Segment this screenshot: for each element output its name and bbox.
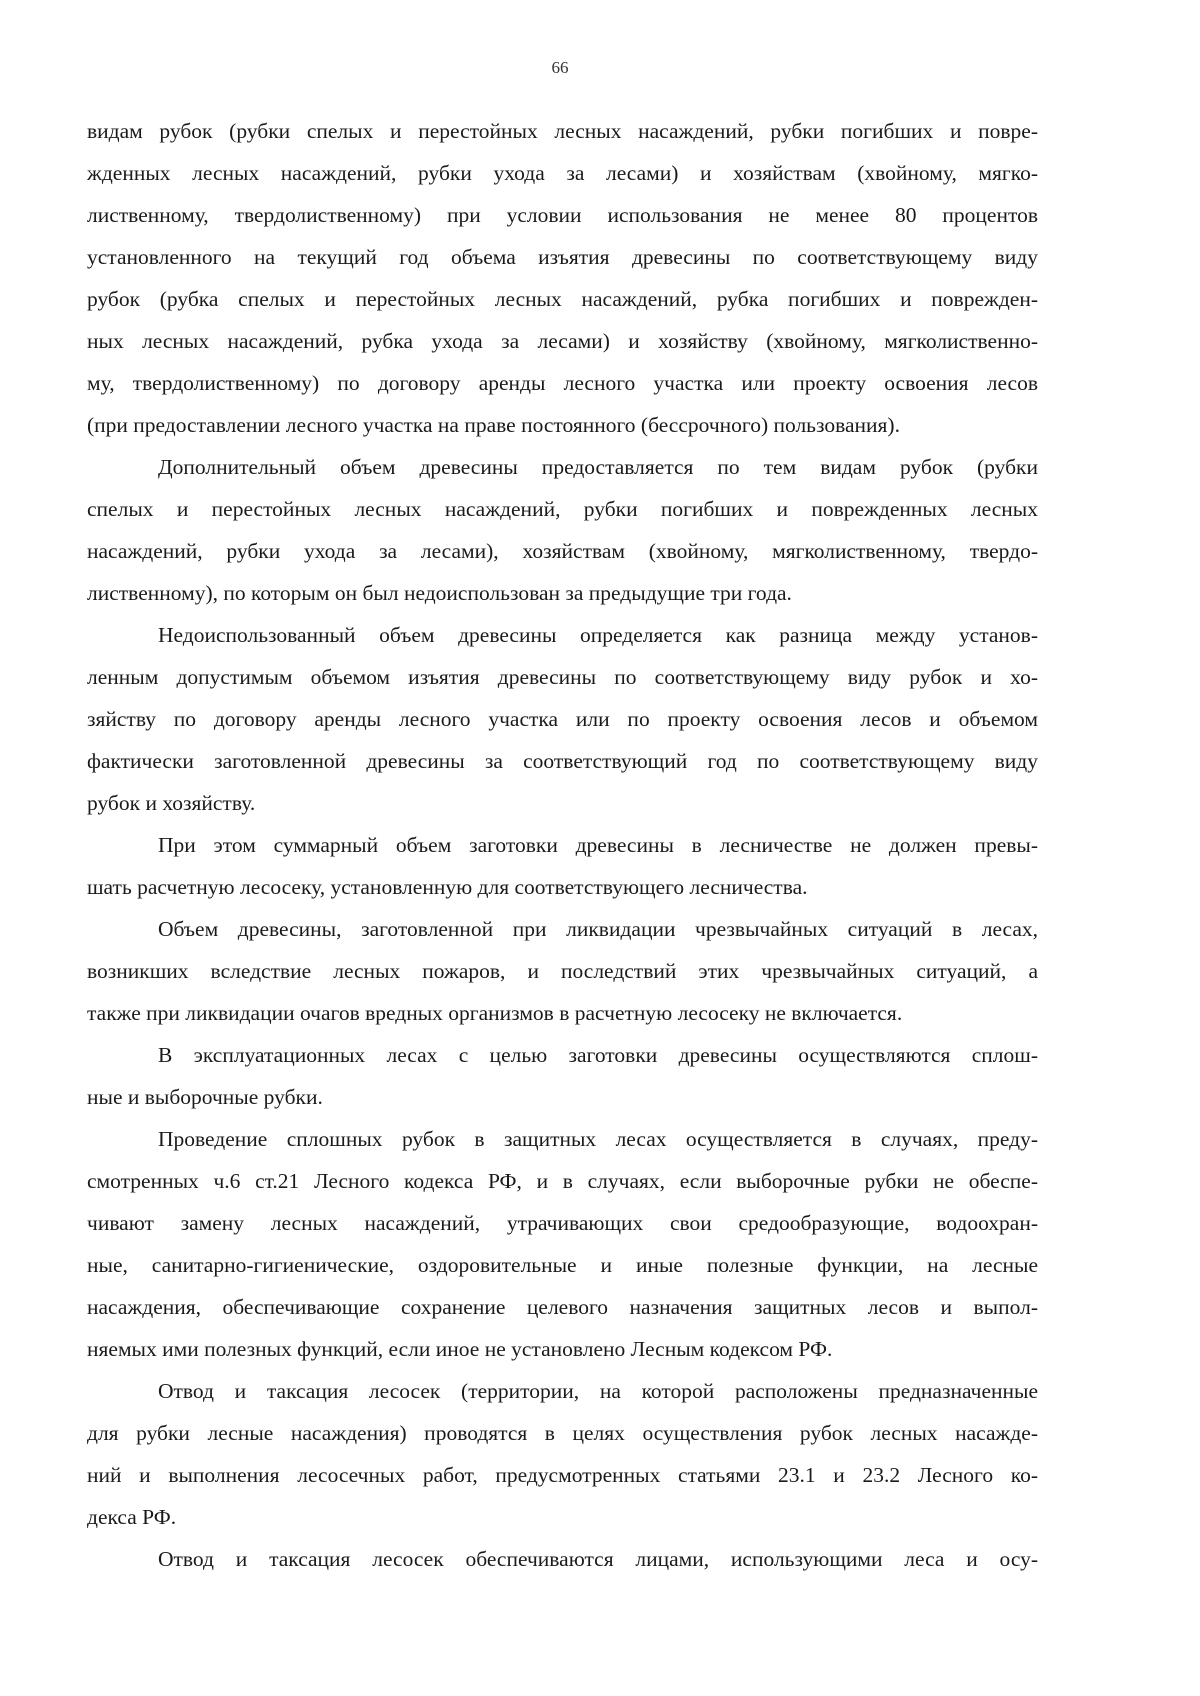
text-line: спелых и перестойных лесных насаждений, рубки погибших и поврежденных лесных	[87, 497, 1038, 521]
text-line: му, твердолиственному) по договору аренды лесного участка или проекту освоения лесов	[87, 371, 1038, 395]
text-line: Недоиспользованный объем древесины определяется как разница между установ-	[158, 623, 1038, 647]
text-line: рубок (рубка спелых и перестойных лесных насаждений, рубка погибших и поврежден-	[87, 287, 1038, 311]
text-line: Проведение сплошных рубок в защитных лесах осуществляется в случаях, преду-	[158, 1127, 1038, 1151]
text-line: возникших вследствие лесных пожаров, и последствий этих чрезвычайных ситуаций, а	[87, 959, 1038, 983]
text-line: фактически заготовленной древесины за соответствующий год по соответствующему виду	[87, 749, 1038, 773]
text-line: лиственному), по которым он был недоиспользован за предыдущие три года.	[87, 581, 792, 605]
text-line: лиственному, твердолиственному) при условии использования не менее 80 процентов	[87, 203, 1038, 227]
text-line: чивают замену лесных насаждений, утрачивающих свои средообразующие, водоохран-	[87, 1211, 1038, 1235]
text-line: ленным допустимым объемом изъятия древесины по соответствующему виду рубок и хо-	[87, 665, 1038, 689]
text-line: ные, санитарно-гигиенические, оздоровительные и иные полезные функции, на лесные	[87, 1253, 1038, 1277]
text-line: насаждения, обеспечивающие сохранение целевого назначения защитных лесов и выпол-	[87, 1295, 1038, 1319]
text-line: декса РФ.	[87, 1505, 177, 1529]
text-line: ных лесных насаждений, рубка ухода за лесами) и хозяйству (хвойному, мягколиственно-	[87, 329, 1038, 353]
text-line: зяйству по договору аренды лесного участка или по проекту освоения лесов и объемом	[87, 707, 1038, 731]
text-line: установленного на текущий год объема изъятия древесины по соответствующему виду	[87, 245, 1038, 269]
text-line: няемых ими полезных функций, если иное не установлено Лесным кодексом РФ.	[87, 1337, 833, 1361]
document-body	[87, 110, 1038, 1580]
text-line: Дополнительный объем древесины предоставляется по тем видам рубок (рубки	[158, 455, 1038, 479]
text-line: рубок и хозяйству.	[87, 791, 256, 815]
text-line: (при предоставлении лесного участка на праве постоянного (бессрочного) пользования).	[87, 413, 900, 437]
text-line: жденных лесных насаждений, рубки ухода за лесами) и хозяйствам (хвойному, мягко-	[87, 161, 1038, 185]
text-line: насаждений, рубки ухода за лесами), хозяйствам (хвойному, мягколиственному, твердо-	[87, 539, 1038, 563]
text-line: смотренных ч.6 ст.21 Лесного кодекса РФ, и в случаях, если выборочные рубки не обеспе-	[87, 1169, 1038, 1193]
text-line: для рубки лесные насаждения) проводятся в целях осуществления рубок лесных насажде-	[87, 1421, 1038, 1445]
text-line: шать расчетную лесосеку, установленную для соответствующего лесничества.	[87, 875, 808, 899]
text-line: также при ликвидации очагов вредных организмов в расчетную лесосеку не включается.	[87, 1001, 903, 1025]
text-line: В эксплуатационных лесах с целью заготовки древесины осуществляются сплош-	[158, 1043, 1038, 1067]
text-line: Отвод и таксация лесосек обеспечиваются лицами, использующими леса и осу-	[158, 1547, 1038, 1571]
text-line: Отвод и таксация лесосек (территории, на которой расположены предназначенные	[158, 1379, 1038, 1403]
text-line: ний и выполнения лесосечных работ, предусмотренных статьями 23.1 и 23.2 Лесного ко-	[87, 1463, 1038, 1487]
page-number: 66	[551, 58, 569, 77]
text-line: Объем древесины, заготовленной при ликвидации чрезвычайных ситуаций в лесах,	[158, 917, 1038, 941]
text-line: При этом суммарный объем заготовки древесины в лесничестве не должен превы-	[158, 833, 1038, 857]
text-line: ные и выборочные рубки.	[87, 1085, 323, 1109]
text-line: видам рубок (рубки спелых и перестойных лесных насаждений, рубки погибших и повре-	[87, 119, 1038, 143]
